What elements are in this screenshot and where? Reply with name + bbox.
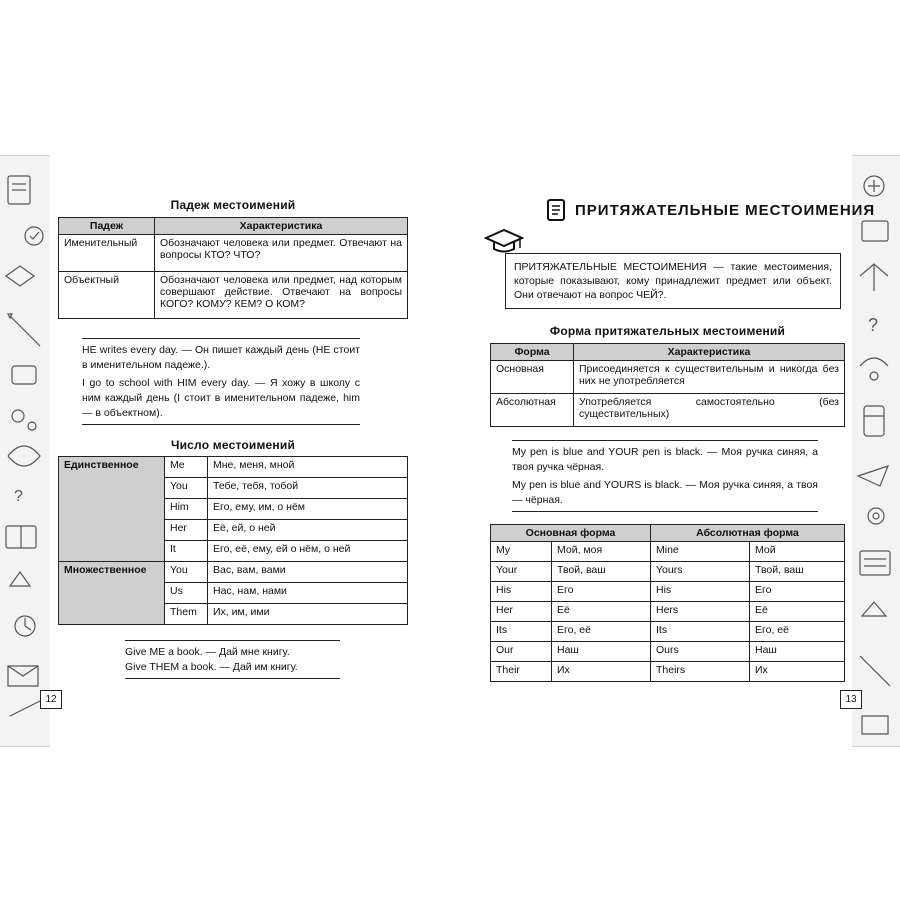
page-number-left: 12 <box>40 690 62 709</box>
form-table-header-form: Форма <box>491 344 574 361</box>
header-absolute-form: Абсолютная форма <box>651 525 845 542</box>
page-number-right: 13 <box>840 690 862 709</box>
table-row <box>491 394 845 427</box>
definition-text: ПРИТЯЖАТЕЛЬНЫЕ МЕСТОИМЕНИЯ — такие местоимения, которые показывают, кому принадлежит предмет или объект. Они отвечают на вопрос ЧЕЙ?. <box>514 261 832 301</box>
cell: Your <box>491 562 552 582</box>
cell: Her <box>491 602 552 622</box>
left-doodle-strip <box>0 155 50 747</box>
table-row <box>491 602 845 622</box>
table-row <box>59 272 408 319</box>
cell: Theirs <box>651 662 750 682</box>
case-examples <box>82 338 360 425</box>
cell: Наш <box>750 642 845 662</box>
pronoun-cell: It <box>165 541 208 562</box>
cell: Its <box>651 622 750 642</box>
number-examples <box>125 640 340 679</box>
table-row <box>59 235 408 272</box>
case-desc: Обозначают человека или предмет. Отвечают на вопросы КТО? ЧТО? <box>155 235 408 272</box>
form-title: Форма притяжательных местоимений <box>549 324 786 338</box>
example-text: Give THEM a book. — Дай им книгу. <box>125 661 298 673</box>
form-table <box>490 343 845 427</box>
graduation-cap-icon <box>484 226 524 256</box>
pronoun-cell: Us <box>165 583 208 604</box>
case-table <box>58 217 408 319</box>
number-group-plural: Множественное <box>59 562 165 625</box>
translation-cell: Её, ей, о ней <box>208 520 408 541</box>
pronoun-cell: Him <box>165 499 208 520</box>
cell: Its <box>491 622 552 642</box>
cell: Наш <box>552 642 651 662</box>
section-title: ПРИТЯЖАТЕЛЬНЫЕ МЕСТОИМЕНИЯ <box>575 202 876 219</box>
svg-text:?: ? <box>868 315 879 335</box>
example-text: I go to school with HIM every day. — Я хожу в школу с ним каждый день (I стоит в именительном падеже, him — в объектном). <box>82 377 360 419</box>
form-examples <box>512 440 818 512</box>
translation-cell: Мне, меня, мной <box>208 457 408 478</box>
case-table-header-case: Падеж <box>59 218 155 235</box>
table-row <box>491 542 845 562</box>
translation-cell: Их, им, ими <box>208 604 408 625</box>
table-row <box>491 562 845 582</box>
form-name: Основная <box>491 361 574 394</box>
example-text: Give ME a book. — Дай мне книгу. <box>125 646 290 658</box>
case-name: Именительный <box>59 235 155 272</box>
pronoun-cell: You <box>165 562 208 583</box>
example-text: HE writes every day. — Он пишет каждый день (HE стоит в именительном падеже.). <box>82 344 360 371</box>
cell: Её <box>552 602 651 622</box>
translation-cell: Его, её, ему, ей о нём, о ней <box>208 541 408 562</box>
number-title: Число местоимений <box>170 438 296 452</box>
case-table-header-desc: Характеристика <box>155 218 408 235</box>
possessive-table <box>490 524 845 682</box>
cell: Hers <box>651 602 750 622</box>
svg-text:?: ? <box>14 488 23 505</box>
cell: Его, её <box>750 622 845 642</box>
cell: Его, её <box>552 622 651 642</box>
cell: Его <box>750 582 845 602</box>
cell: His <box>651 582 750 602</box>
cell: Ours <box>651 642 750 662</box>
table-row <box>491 582 845 602</box>
cell: Твой, ваш <box>750 562 845 582</box>
right-doodle-strip <box>852 155 900 747</box>
table-row <box>491 642 845 662</box>
translation-cell: Вас, вам, вами <box>208 562 408 583</box>
translation-cell: Его, ему, им, о нём <box>208 499 408 520</box>
definition-box <box>505 253 841 309</box>
cell: My <box>491 542 552 562</box>
cell: Мой, моя <box>552 542 651 562</box>
pronoun-cell: You <box>165 478 208 499</box>
case-name: Объектный <box>59 272 155 319</box>
translation-cell: Нас, нам, нами <box>208 583 408 604</box>
form-table-header-desc: Характеристика <box>574 344 845 361</box>
pronoun-cell: Me <box>165 457 208 478</box>
form-desc: Употребляется самостоятельно (без существительных) <box>574 394 845 427</box>
form-name: Абсолютная <box>491 394 574 427</box>
table-row <box>59 562 408 583</box>
cell: Mine <box>651 542 750 562</box>
cell: Её <box>750 602 845 622</box>
cell: Их <box>750 662 845 682</box>
example-text: My pen is blue and YOUR pen is black. — Моя ручка синяя, а твоя ручка чёрная. <box>512 446 818 473</box>
case-title: Падеж местоимений <box>170 198 296 212</box>
cell: Его <box>552 582 651 602</box>
cell: Их <box>552 662 651 682</box>
header-basic-form: Основная форма <box>491 525 651 542</box>
form-desc: Присоединяется к существительным и никогда без них не употребляется <box>574 361 845 394</box>
case-desc: Обозначают человека или предмет, над которым совершают действие. Отвечают на вопросы КОГО? КОМУ? КЕМ? О КОМ? <box>155 272 408 319</box>
translation-cell: Тебе, тебя, тобой <box>208 478 408 499</box>
cell: Твой, ваш <box>552 562 651 582</box>
table-row <box>491 361 845 394</box>
cell: Мой <box>750 542 845 562</box>
cell: Our <box>491 642 552 662</box>
example-text: My pen is blue and YOURS is black. — Моя ручка синяя, а твоя — чёрная. <box>512 479 818 506</box>
table-row <box>491 622 845 642</box>
number-group-singular: Единственное <box>59 457 165 562</box>
pronoun-cell: Them <box>165 604 208 625</box>
book-icon <box>545 198 567 222</box>
number-table <box>58 456 408 625</box>
cell: Their <box>491 662 552 682</box>
cell: His <box>491 582 552 602</box>
pronoun-cell: Her <box>165 520 208 541</box>
table-row <box>59 457 408 478</box>
table-row <box>491 662 845 682</box>
cell: Yours <box>651 562 750 582</box>
